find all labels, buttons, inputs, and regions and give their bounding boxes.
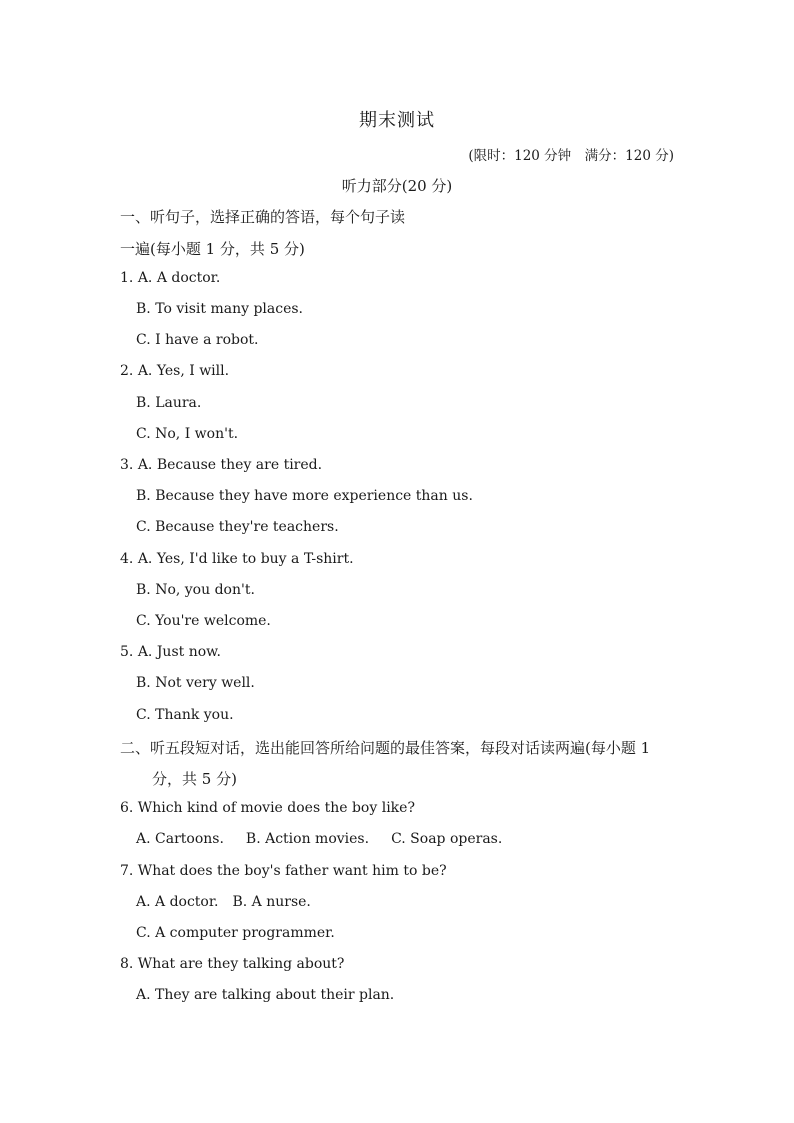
option-a: A. Because they are tired. bbox=[137, 457, 323, 473]
question-2 bbox=[120, 363, 229, 379]
question-8: 8. What are they talking about? bbox=[120, 956, 345, 972]
option-a: A. Yes, I will. bbox=[137, 363, 230, 379]
question-7-options-ab bbox=[136, 894, 311, 910]
question-number: 1. bbox=[120, 270, 134, 286]
question-3-option-b: B. Because they have more experience than us. bbox=[136, 488, 473, 504]
question-2-option-c: C. No, I won't. bbox=[136, 426, 239, 442]
page-title: 期末测试 bbox=[359, 110, 435, 131]
question-1-option-c: C. I have a robot. bbox=[136, 332, 259, 348]
option-a: A. A doctor. bbox=[136, 894, 219, 910]
question-2-option-b: B. Laura. bbox=[136, 395, 202, 411]
time-limit: (限时：120 分钟 满分：120 分) bbox=[468, 148, 674, 164]
section1-heading-line1: 一、听句子，选择正确的答语，每个句子读 bbox=[120, 208, 406, 226]
section2-heading-line2: 分，共 5 分) bbox=[152, 770, 237, 788]
question-6: 6. Which kind of movie does the boy like? bbox=[120, 800, 415, 816]
question-6-options bbox=[136, 831, 502, 847]
option-a: A. Yes, I'd like to buy a T-shirt. bbox=[137, 551, 354, 567]
option-b: B. A nurse. bbox=[232, 894, 311, 910]
question-4-option-b: B. No, you don't. bbox=[136, 582, 255, 598]
option-b: B. Action movies. bbox=[245, 831, 370, 847]
question-5-option-c: C. Thank you. bbox=[136, 707, 234, 723]
question-number: 4. bbox=[120, 551, 134, 567]
question-8-option-a: A. They are talking about their plan. bbox=[136, 987, 395, 1003]
question-number: 2. bbox=[120, 363, 134, 379]
option-a: A. A doctor. bbox=[137, 270, 221, 286]
section2-heading-line1: 二、听五段短对话，选出能回答所给问题的最佳答案，每段对话读两遍(每小题 1 bbox=[120, 739, 651, 757]
question-3 bbox=[120, 457, 322, 473]
question-4-option-c: C. You're welcome. bbox=[136, 613, 271, 629]
question-number: 5. bbox=[120, 644, 134, 660]
option-a: A. Cartoons. bbox=[136, 831, 224, 847]
question-5 bbox=[120, 644, 221, 660]
section1-heading-line2: 一遍(每小题 1 分，共 5 分) bbox=[120, 240, 305, 258]
option-c: C. Soap operas. bbox=[391, 831, 503, 847]
question-7: 7. What does the boy's father want him to be? bbox=[120, 863, 447, 879]
option-a: A. Just now. bbox=[137, 644, 221, 660]
question-7-option-c: C. A computer programmer. bbox=[136, 925, 335, 941]
question-1-option-b: B. To visit many places. bbox=[136, 301, 303, 317]
question-4 bbox=[120, 551, 354, 567]
question-number: 3. bbox=[120, 457, 134, 473]
question-1 bbox=[120, 270, 220, 286]
question-3-option-c: C. Because they're teachers. bbox=[136, 519, 339, 535]
listening-part-heading: 听力部分(20 分) bbox=[341, 177, 453, 195]
question-5-option-b: B. Not very well. bbox=[136, 675, 255, 691]
